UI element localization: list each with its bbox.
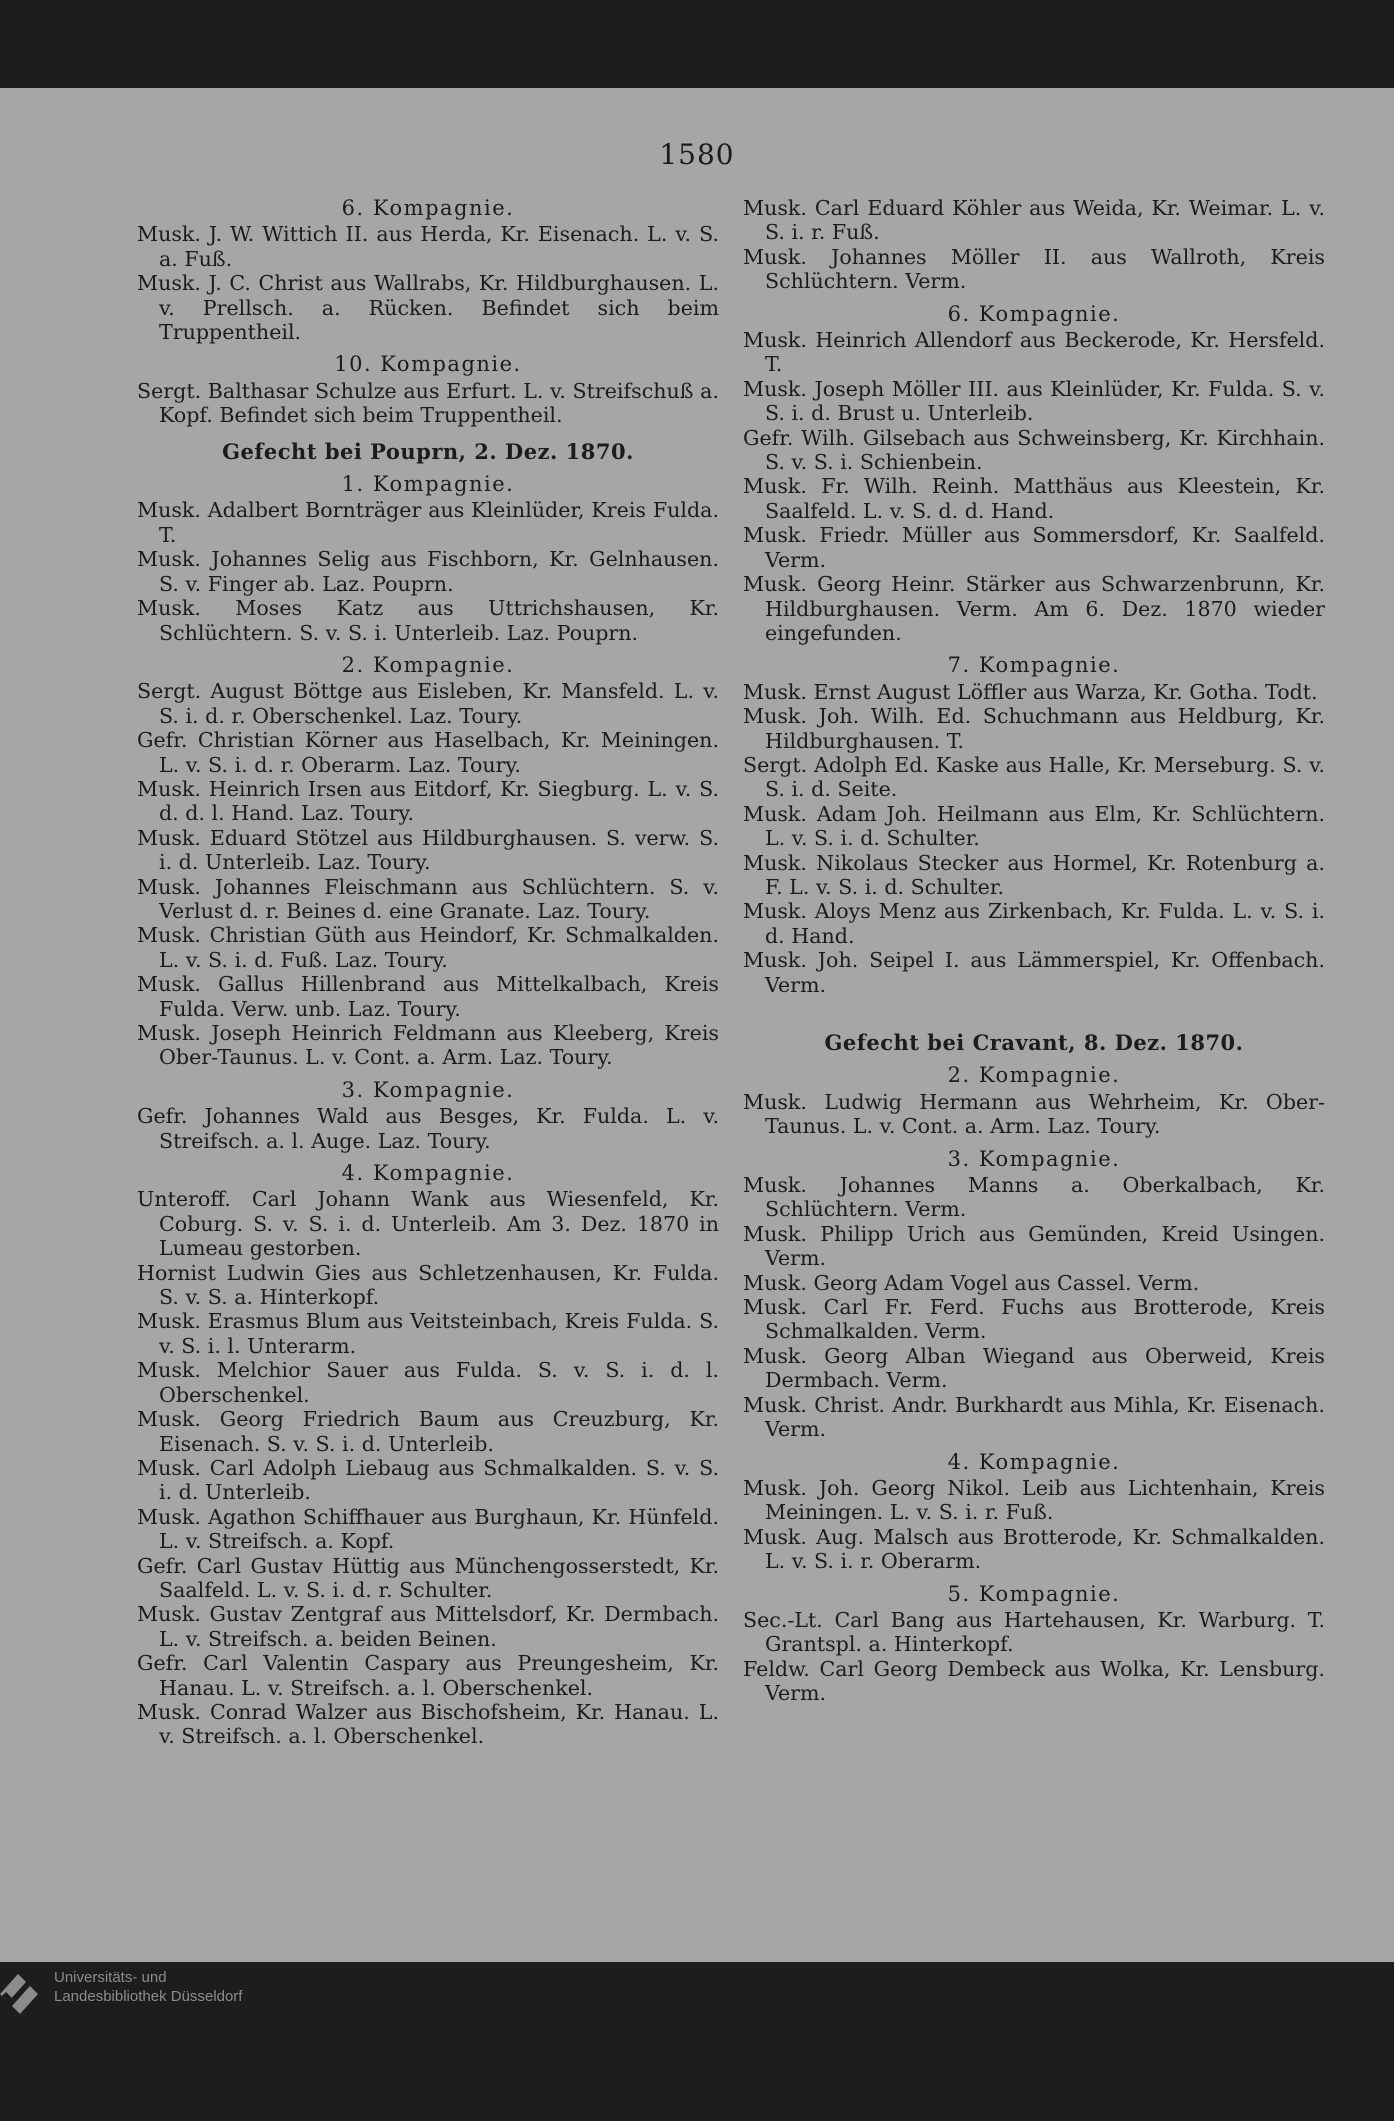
casualty-entry: Musk. Ernst August Löffler aus Warza, Kr. Gotha. Todt. — [743, 679, 1318, 704]
casualty-entry: Sergt. Balthasar Schulze aus Erfurt. L. v. Streifschuß a. Kopf. Befindet sich beim Truppentheil. — [137, 378, 719, 428]
battle-heading: Gefecht bei Pouprn, 2. Dez. 1870. — [222, 438, 634, 464]
casualty-entry: Musk. Adalbert Bornträger aus Kleinlüder, Kreis Fulda. T. — [137, 498, 719, 547]
casualty-entry: Musk. Heinrich Allendorf aus Beckerode, Kr. Hersfeld. T. — [743, 328, 1325, 377]
casualty-entry: Gefr. Johannes Wald aus Besges, Kr. Fulda. L. v. Streifsch. a. l. Auge. Laz. Toury. — [137, 1104, 719, 1153]
casualty-entry: Musk. Gustav Zentgraf aus Mittelsdorf, Kr. Dermbach. L. v. Streifsch. a. beiden Beinen. — [137, 1602, 719, 1651]
casualty-entry: Musk. Joh. Georg Nikol. Leib aus Lichtenhain, Kreis Meiningen. L. v. S. i. r. Fuß. — [743, 1475, 1325, 1525]
right-column — [743, 196, 1325, 1706]
company-heading: 7. Kompagnie. — [947, 653, 1121, 678]
company-heading: 3. Kompagnie. — [341, 1077, 515, 1102]
casualty-entry: Musk. Joseph Heinrich Feldmann aus Kleeberg, Kreis Ober-Taunus. L. v. Cont. a. Arm. Laz. Toury. — [137, 1021, 719, 1070]
casualty-entry: Musk. Carl Fr. Ferd. Fuchs aus Brotterode, Kreis Schmalkalden. Verm. — [743, 1295, 1325, 1344]
company-heading: 2. Kompagnie. — [947, 1063, 1121, 1088]
casualty-entry: Musk. Carl Eduard Köhler aus Weida, Kr. Weimar. L. v. S. i. r. Fuß. — [743, 196, 1325, 245]
logo-line-1: Universitäts- und — [54, 1969, 167, 1986]
company-heading: 10. Kompagnie. — [334, 352, 522, 377]
casualty-entry: Musk. Johannes Fleischmann aus Schlüchtern. S. v. Verlust d. r. Beines d. eine Granate. Laz. Toury. — [137, 874, 719, 923]
casualty-entry: Musk. Philipp Urich aus Gemünden, Kreid Usingen. Verm. — [743, 1221, 1325, 1271]
casualty-entry: Musk. Agathon Schiffhauer aus Burghaun, Kr. Hünfeld. L. v. Streifsch. a. Kopf. — [137, 1504, 719, 1554]
company-heading: 6. Kompagnie. — [947, 301, 1121, 326]
casualty-entry: Feldw. Carl Georg Dembeck aus Wolka, Kr. Lensburg. Verm. — [743, 1656, 1325, 1706]
casualty-entry: Musk. Christian Güth aus Heindorf, Kr. Schmalkalden. L. v. S. i. d. Fuß. Laz. Toury. — [137, 923, 719, 972]
company-heading: 4. Kompagnie. — [947, 1449, 1121, 1474]
battle-heading: Gefecht bei Cravant, 8. Dez. 1870. — [824, 1030, 1244, 1055]
casualty-entry: Musk. Fr. Wilh. Reinh. Matthäus aus Kleestein, Kr. Saalfeld. L. v. S. d. d. Hand. — [743, 474, 1325, 523]
casualty-entry: Sergt. August Böttge aus Eisleben, Kr. Mansfeld. L. v. S. i. d. r. Oberschenkel. Laz. Toury. — [137, 679, 719, 728]
casualty-entry: Musk. J. C. Christ aus Wallrabs, Kr. Hildburghausen. L. v. Prellsch. a. Rücken. Befindet sich beim Truppentheil. — [137, 271, 719, 345]
casualty-entry: Musk. Georg Friedrich Baum aus Creuzburg, Kr. Eisenach. S. v. S. i. d. Unterleib. — [137, 1407, 719, 1456]
casualty-entry: Musk. Conrad Walzer aus Bischofsheim, Kr. Hanau. L. v. Streifsch. a. l. Oberschenkel. — [137, 1699, 719, 1749]
casualty-entry: Sergt. Adolph Ed. Kaske aus Halle, Kr. Merseburg. S. v. S. i. d. Seite. — [743, 752, 1325, 802]
casualty-entry: Gefr. Christian Körner aus Haselbach, Kr. Meiningen. L. v. S. i. d. r. Oberarm. Laz. Toury. — [137, 728, 719, 777]
casualty-entry: Musk. Georg Adam Vogel aus Cassel. Verm. — [743, 1270, 1200, 1295]
casualty-entry: Musk. Ludwig Hermann aus Wehrheim, Kr. Ober-Taunus. L. v. Cont. a. Arm. Laz. Toury. — [743, 1089, 1325, 1139]
casualty-entry: Hornist Ludwin Gies aus Schletzenhausen, Kr. Fulda. S. v. S. a. Hinterkopf. — [137, 1260, 719, 1310]
casualty-entry: Musk. Georg Heinr. Stärker aus Schwarzenbrunn, Kr. Hildburghausen. Verm. Am 6. Dez. 1870 wieder eingefunden. — [743, 572, 1325, 645]
casualty-entry: Musk. J. W. Wittich II. aus Herda, Kr. Eisenach. L. v. S. a. Fuß. — [137, 222, 719, 271]
casualty-entry: Gefr. Carl Gustav Hüttig aus Münchengosserstedt, Kr. Saalfeld. L. v. S. i. d. r. Schulter. — [137, 1553, 719, 1602]
casualty-entry: Musk. Aloys Menz aus Zirkenbach, Kr. Fulda. L. v. S. i. d. Hand. — [743, 899, 1325, 948]
casualty-entry: Musk. Johannes Möller II. aus Wallroth, Kreis Schlüchtern. Verm. — [743, 244, 1325, 294]
logo-line-2: Landesbibliothek Düsseldorf — [54, 1988, 243, 2005]
casualty-entry: Musk. Nikolaus Stecker aus Hormel, Kr. Rotenburg a. F. L. v. S. i. d. Schulter. — [743, 850, 1325, 899]
casualty-entry: Musk. Eduard Stötzel aus Hildburghausen. S. verw. S. i. d. Unterleib. Laz. Toury. — [137, 825, 719, 875]
section-gap — [743, 997, 1325, 1019]
casualty-entry: Unteroff. Carl Johann Wank aus Wiesenfeld, Kr. Coburg. S. v. S. i. d. Unterleib. Am 3. Dez. 1870 in Lumeau gestorben. — [137, 1187, 719, 1261]
casualty-entry: Musk. Adam Joh. Heilmann aus Elm, Kr. Schlüchtern. L. v. S. i. d. Schulter. — [743, 801, 1325, 851]
casualty-entry: Musk. Aug. Malsch aus Brotterode, Kr. Schmalkalden. L. v. S. i. r. Oberarm. — [743, 1524, 1325, 1574]
casualty-entry: Musk. Melchior Sauer aus Fulda. S. v. S. i. d. l. Oberschenkel. — [137, 1358, 719, 1407]
casualty-entry: Musk. Christ. Andr. Burkhardt aus Mihla, Kr. Eisenach. Verm. — [743, 1392, 1325, 1442]
casualty-entry: Musk. Carl Adolph Liebaug aus Schmalkalden. S. v. S. i. d. Unterleib. — [137, 1455, 719, 1505]
left-column — [137, 196, 719, 1749]
company-heading: 4. Kompagnie. — [341, 1161, 515, 1186]
page-number: 1580 — [659, 138, 735, 171]
library-logo — [0, 1968, 300, 2018]
company-heading: 3. Kompagnie. — [947, 1146, 1121, 1171]
company-heading: 2. Kompagnie. — [341, 652, 515, 677]
casualty-entry: Musk. Friedr. Müller aus Sommersdorf, Kr. Saalfeld. Verm. — [743, 523, 1325, 572]
casualty-entry: Musk. Erasmus Blum aus Veitsteinbach, Kreis Fulda. S. v. S. i. l. Unterarm. — [137, 1309, 719, 1358]
casualty-entry: Musk. Moses Katz aus Uttrichshausen, Kr. Schlüchtern. S. v. S. i. Unterleib. Laz. Pouprn. — [137, 596, 719, 645]
casualty-entry: Musk. Joseph Möller III. aus Kleinlüder, Kr. Fulda. S. v. S. i. d. Brust u. Unterleib. — [743, 376, 1325, 426]
casualty-entry: Musk. Heinrich Irsen aus Eitdorf, Kr. Siegburg. L. v. S. d. d. l. Hand. Laz. Toury. — [137, 776, 719, 826]
casualty-entry: Musk. Joh. Seipel I. aus Lämmerspiel, Kr. Offenbach. Verm. — [743, 948, 1325, 997]
library-logo-icon — [0, 1968, 46, 2016]
company-heading: 6. Kompagnie. — [341, 196, 515, 220]
casualty-entry: Sec.-Lt. Carl Bang aus Hartehausen, Kr. Warburg. T. Grantspl. a. Hinterkopf. — [743, 1607, 1325, 1657]
casualty-entry: Musk. Georg Alban Wiegand aus Oberweid, Kreis Dermbach. Verm. — [743, 1343, 1325, 1393]
casualty-entry: Musk. Johannes Manns a. Oberkalbach, Kr. Schlüchtern. Verm. — [743, 1173, 1325, 1222]
casualty-entry: Gefr. Carl Valentin Caspary aus Preungesheim, Kr. Hanau. L. v. Streifsch. a. l. Oberschenkel. — [137, 1651, 719, 1700]
casualty-entry: Musk. Gallus Hillenbrand aus Mittelkalbach, Kreis Fulda. Verw. unb. Laz. Toury. — [137, 972, 719, 1021]
casualty-entry: Musk. Johannes Selig aus Fischborn, Kr. Gelnhausen. S. v. Finger ab. Laz. Pouprn. — [137, 547, 719, 596]
casualty-entry: Gefr. Wilh. Gilsebach aus Schweinsberg, Kr. Kirchhain. S. v. S. i. Schienbein. — [743, 425, 1325, 475]
casualty-entry: Musk. Joh. Wilh. Ed. Schuchmann aus Heldburg, Kr. Hildburghausen. T. — [743, 704, 1325, 753]
company-heading: 1. Kompagnie. — [341, 472, 515, 497]
company-heading: 5. Kompagnie. — [947, 1581, 1121, 1606]
library-logo-text — [54, 1968, 242, 2006]
